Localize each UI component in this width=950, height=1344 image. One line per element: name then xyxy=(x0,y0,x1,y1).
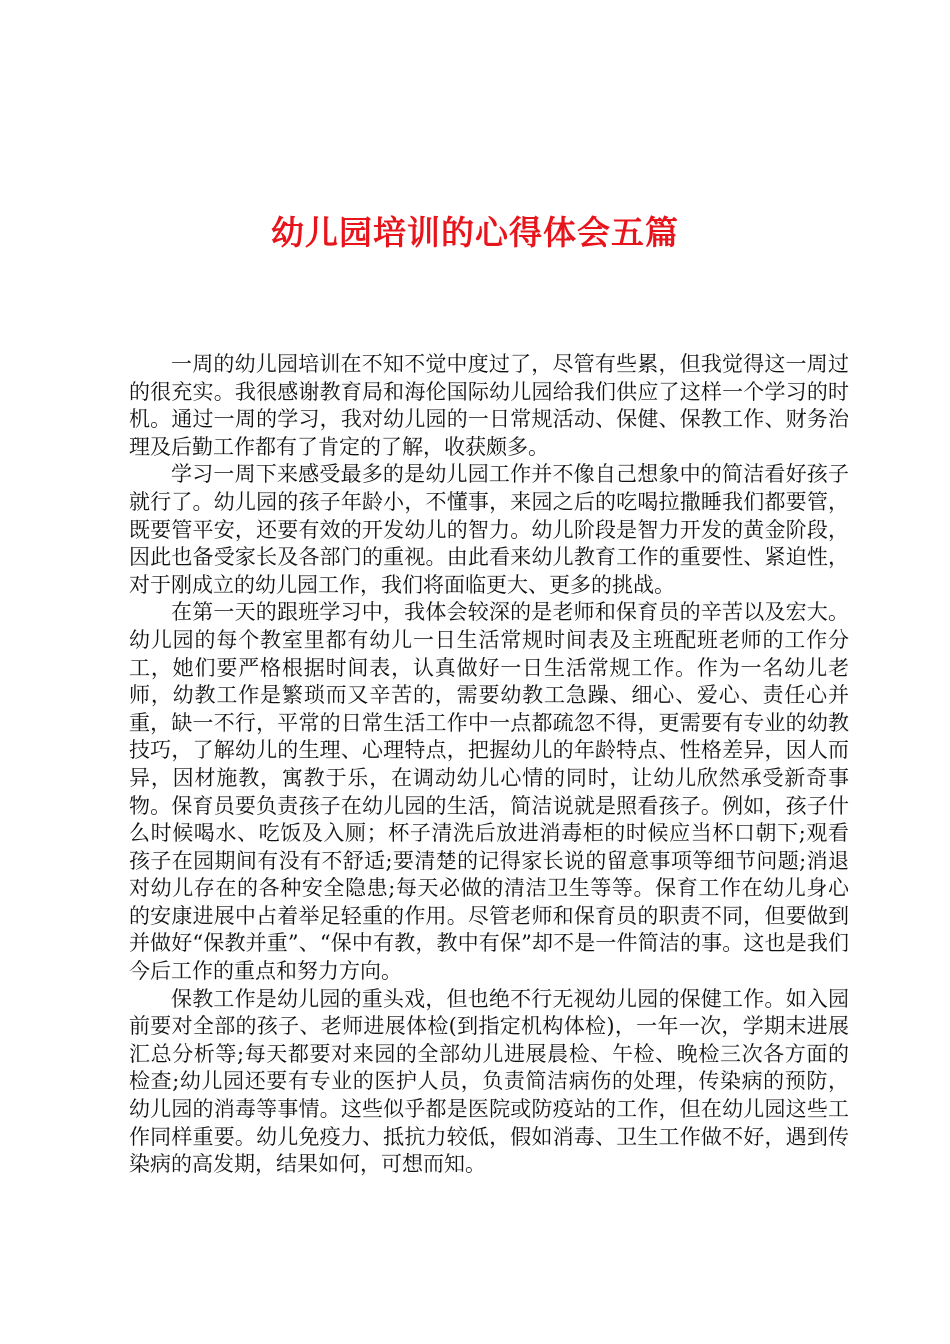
document-title: 幼儿园培训的心得体会五篇 xyxy=(271,213,679,252)
paragraph: 学习一周下来感受最多的是幼儿园工作并不像自己想象中的简洁看好孩子就行了。幼儿园的孩子年龄小，不懂事，来园之后的吃喝拉撒睡我们都要管，既要管平安，还要有效的开发幼儿的智力。幼儿阶段是智力开发的黄金阶段，因此也备受家长及各部门的重视。由此看来幼儿教育工作的重要性、紧迫性，对于刚成立的幼儿园工作，我们将面临更大、更多的挑战。 xyxy=(129,462,849,597)
paragraph: 在第一天的跟班学习中，我体会较深的是老师和保育员的辛苦以及宏大。幼儿园的每个教室里都有幼儿一日生活常规时间表及主班配班老师的工作分工，她们要严格根据时间表，认真做好一日生活常规工作。作为一名幼儿老师，幼教工作是繁琐而又辛苦的，需要幼教工急躁、细心、爱心、责任心并重，缺一不行，平常的日常生活工作中一点都疏忽不得，更需要有专业的幼教技巧，了解幼儿的生理、心理特点，把握幼儿的年龄特点、性格差异，因人而异，因材施教，寓教于乐，在调动幼儿心情的同时，让幼儿欣然承受新奇事物。保育员要负责孩子在幼儿园的生活，简洁说就是照看孩子。例如，孩子什么时候喝水、吃饭及入厕；杯子清洗后放进消毒柜的时候应当杯口朝下;观看孩子在园期间有没有不舒适;要清楚的记得家长说的留意事项等细节问题;消退对幼儿存在的各种安全隐患;每天必做的清洁卫生等等。保育工作在幼儿身心的安康进展中占着举足轻重的作用。尽管老师和保育员的职责不同，但要做到并做好“保教并重”、“保中有教，教中有保”却不是一件简洁的事。这也是我们今后工作的重点和努力方向。 xyxy=(129,600,849,984)
paragraph: 一周的幼儿园培训在不知不觉中度过了，尽管有些累，但我觉得这一周过的很充实。我很感谢教育局和海伦国际幼儿园给我们供应了这样一个学习的时机。通过一周的学习，我对幼儿园的一日常规活动、保健、保教工作、财务治理及后勤工作都有了肯定的了解，收获颇多。 xyxy=(129,352,849,459)
document-body xyxy=(129,351,849,1179)
paragraph: 保教工作是幼儿园的重头戏，但也绝不行无视幼儿园的保健工作。如入园前要对全部的孩子、老师进展体检(到指定机构体检)，一年一次，学期末进展汇总分析等;每天都要对来园的全部幼儿进展晨检、午检、晚检三次各方面的检查;幼儿园还要有专业的医护人员，负责简洁病伤的处理，传染病的预防，幼儿园的消毒等事情。这些似乎都是医院或防疫站的工作，但在幼儿园这些工作同样重要。幼儿免疫力、抵抗力较低，假如消毒、卫生工作做不好，遇到传染病的高发期，结果如何，可想而知。 xyxy=(129,986,849,1177)
